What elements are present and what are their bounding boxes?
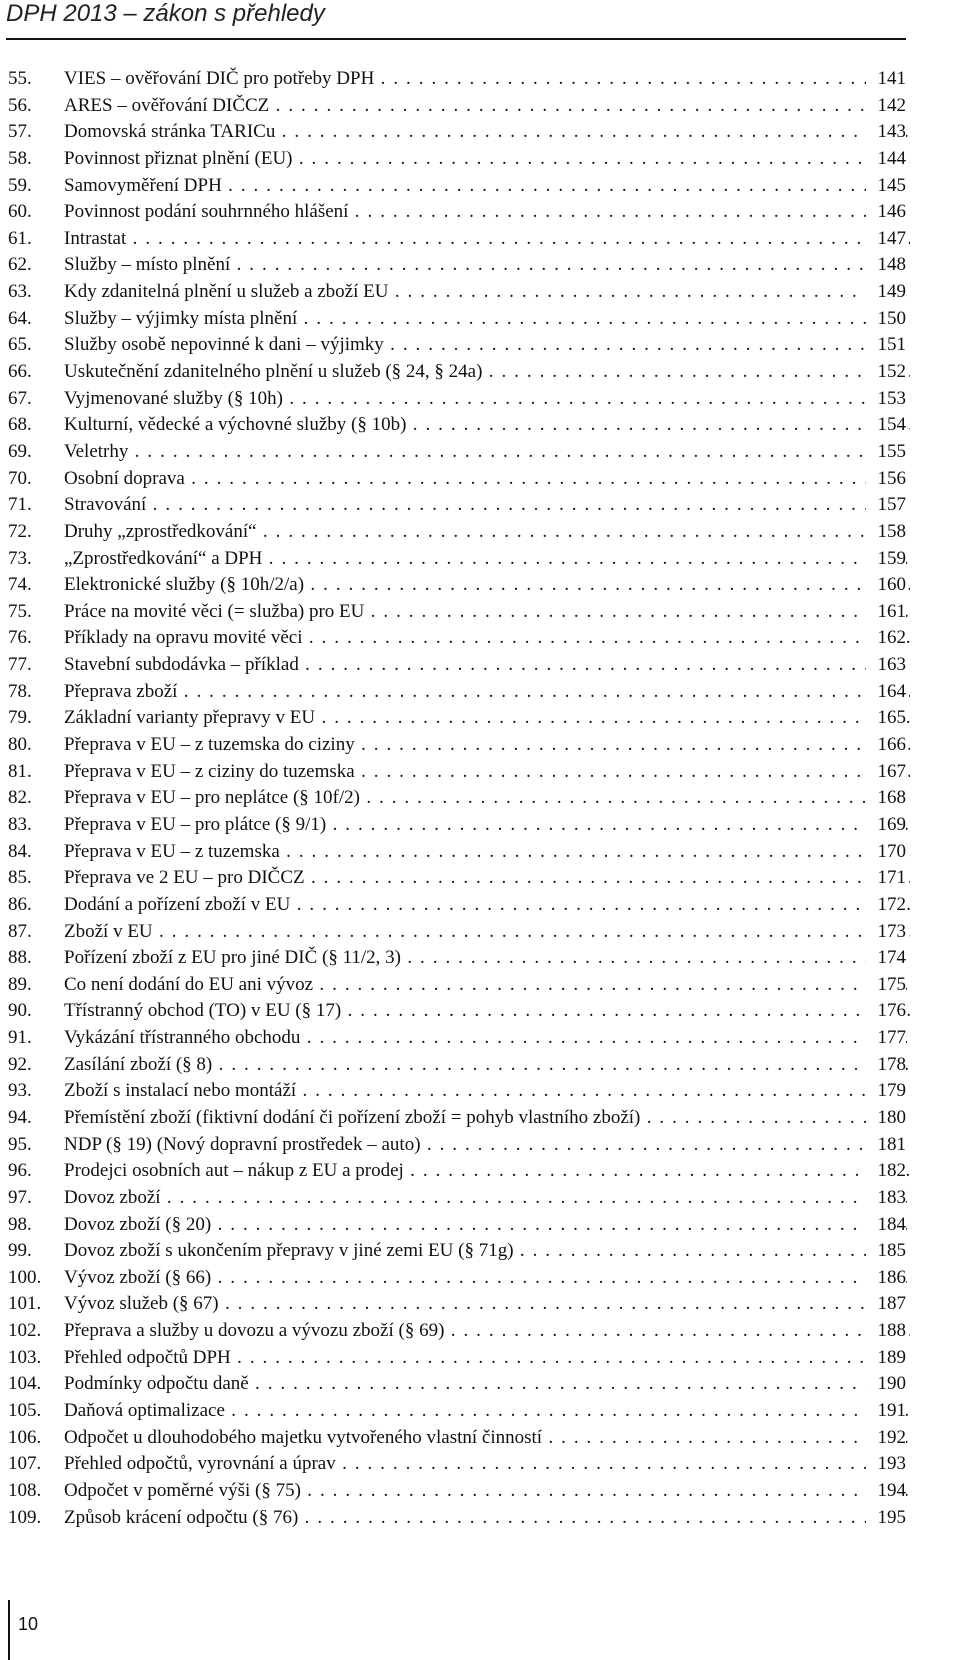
toc-entry-title: Služby – místo plnění . . . (64, 252, 910, 279)
toc-entry-title: Dovoz zboží (§ 20) . . . (64, 1212, 910, 1239)
toc-entry (0, 839, 960, 866)
toc-entry (0, 359, 960, 386)
toc-entry (0, 492, 960, 519)
toc-entry-title: Stravování . . . (64, 492, 910, 519)
toc-entry-number: 66. (8, 361, 32, 383)
toc-entry (0, 279, 960, 306)
toc-entry-page: 186 (866, 1265, 906, 1292)
toc-entry (0, 1451, 960, 1478)
toc-entry-number: 63. (8, 281, 32, 303)
toc-entry-number: 60. (8, 201, 32, 223)
toc-entry-number: 106. (8, 1426, 42, 1448)
toc-entry-number: 75. (8, 600, 32, 622)
toc-entry-page: 163 (866, 652, 906, 679)
toc-entry-page: 142 (866, 93, 906, 120)
toc-entry (0, 759, 960, 786)
table-of-contents (0, 66, 960, 1531)
toc-entry-page: 171 (866, 865, 906, 892)
toc-entry-number: 87. (8, 920, 32, 942)
toc-entry (0, 705, 960, 732)
toc-entry-title: Přehled odpočtů DPH . . . (64, 1345, 910, 1372)
toc-entry-number: 98. (8, 1213, 32, 1235)
toc-entry (0, 412, 960, 439)
toc-entry-page: 192 (866, 1425, 906, 1452)
toc-entry (0, 93, 960, 120)
toc-entry-title: Zboží s instalací nebo montáží . . . (64, 1078, 910, 1105)
toc-entry (0, 226, 960, 253)
toc-entry-title: Přeprava v EU – z tuzemska . . . (64, 839, 910, 866)
toc-entry-number: 71. (8, 494, 32, 516)
toc-entry-title: Povinnost podání souhrnného hlášení . . . (64, 199, 910, 226)
toc-entry-title: Podmínky odpočtu daně . . . (64, 1371, 910, 1398)
toc-entry (0, 173, 960, 200)
toc-entry-title: Kulturní, vědecké a výchovné služby (§ 10b) . . . (64, 412, 910, 439)
toc-entry (0, 625, 960, 652)
toc-entry-number: 85. (8, 867, 32, 889)
toc-entry-title: Osobní doprava . . . (64, 466, 910, 493)
toc-entry-title: Dodání a pořízení zboží v EU . . . (64, 892, 910, 919)
header-title: DPH 2013 – zákon s přehledy (6, 0, 325, 27)
toc-entry-page: 164 (866, 679, 906, 706)
toc-entry-number: 100. (8, 1266, 42, 1288)
toc-entry (0, 146, 960, 173)
toc-entry-page: 165 (866, 705, 906, 732)
toc-entry-page: 185 (866, 1238, 906, 1265)
toc-entry-number: 104. (8, 1373, 42, 1395)
toc-entry (0, 1052, 960, 1079)
toc-entry-title: Způsob krácení odpočtu (§ 76) . . . (64, 1505, 910, 1532)
toc-entry-title: Co není dodání do EU ani vývoz . . . (64, 972, 910, 999)
toc-entry-title: Přemístění zboží (fiktivní dodání či pořízení zboží = pohyb vlastního zboží) . . . (64, 1105, 910, 1132)
toc-entry-page: 173 (866, 919, 906, 946)
toc-entry (0, 1425, 960, 1452)
toc-entry-page: 180 (866, 1105, 906, 1132)
toc-entry-title: Přeprava v EU – pro neplátce (§ 10f/2) . . . (64, 785, 910, 812)
toc-entry (0, 1158, 960, 1185)
toc-entry-page: 149 (866, 279, 906, 306)
toc-entry-page: 146 (866, 199, 906, 226)
toc-entry (0, 1105, 960, 1132)
toc-entry (0, 252, 960, 279)
toc-entry-page: 150 (866, 306, 906, 333)
toc-entry-number: 91. (8, 1027, 32, 1049)
toc-entry-page: 148 (866, 252, 906, 279)
toc-entry-title: Přeprava ve 2 EU – pro DIČCZ . . . (64, 865, 910, 892)
toc-entry-page: 155 (866, 439, 906, 466)
toc-entry-title: Vývoz služeb (§ 67) . . . (64, 1291, 910, 1318)
toc-entry-number: 62. (8, 254, 32, 276)
toc-entry-title: Třístranný obchod (TO) v EU (§ 17) . . . (64, 998, 910, 1025)
toc-entry-title: Přeprava v EU – pro plátce (§ 9/1) . . . (64, 812, 910, 839)
toc-entry-title: Domovská stránka TARICu . . . (64, 119, 910, 146)
toc-entry-title: Služby – výjimky místa plnění . . . (64, 306, 910, 333)
toc-entry-number: 95. (8, 1133, 32, 1155)
toc-entry-title: Kdy zdanitelná plnění u služeb a zboží EU . . . (64, 279, 910, 306)
toc-entry-number: 83. (8, 813, 32, 835)
toc-entry (0, 1265, 960, 1292)
toc-entry-title: ARES – ověřování DIČCZ . . . (64, 93, 910, 120)
toc-entry-title: Přeprava v EU – z tuzemska do ciziny . . . (64, 732, 910, 759)
toc-entry (0, 732, 960, 759)
toc-entry-number: 72. (8, 520, 32, 542)
toc-entry-page: 184 (866, 1212, 906, 1239)
toc-entry (0, 572, 960, 599)
toc-entry-number: 93. (8, 1080, 32, 1102)
toc-entry-page: 178 (866, 1052, 906, 1079)
toc-entry-number: 105. (8, 1400, 42, 1422)
toc-entry-number: 55. (8, 68, 32, 89)
toc-entry-page: 169 (866, 812, 906, 839)
toc-entry-page: 181 (866, 1132, 906, 1159)
toc-entry-number: 88. (8, 947, 32, 969)
toc-entry-page: 141 (866, 66, 906, 93)
toc-entry-title: Odpočet v poměrné výši (§ 75) . . . (64, 1478, 910, 1505)
toc-entry-page: 161 (866, 599, 906, 626)
toc-entry-page: 191 (866, 1398, 906, 1425)
toc-entry (0, 1238, 960, 1265)
toc-entry-title: Samovyměření DPH . . . (64, 173, 910, 200)
toc-entry-number: 79. (8, 707, 32, 729)
toc-entry-title: VIES – ověřování DIČ pro potřeby DPH . . . (64, 66, 910, 93)
toc-entry-number: 99. (8, 1240, 32, 1262)
toc-entry (0, 1132, 960, 1159)
toc-entry (0, 1078, 960, 1105)
toc-entry-number: 78. (8, 680, 32, 702)
toc-entry-number: 58. (8, 147, 32, 169)
toc-entry-number: 73. (8, 547, 32, 569)
toc-entry-page: 144 (866, 146, 906, 173)
toc-entry-page: 158 (866, 519, 906, 546)
toc-entry-page: 154 (866, 412, 906, 439)
toc-entry (0, 199, 960, 226)
toc-entry-title: Elektronické služby (§ 10h/2/a) . . . (64, 572, 910, 599)
toc-entry-title: Dovoz zboží . . . (64, 1185, 910, 1212)
toc-entry-title: Služby osobě nepovinné k dani – výjimky . . . (64, 332, 910, 359)
toc-entry-page: 189 (866, 1345, 906, 1372)
toc-entry-page: 143 (866, 119, 906, 146)
toc-entry-page: 183 (866, 1185, 906, 1212)
toc-entry (0, 679, 960, 706)
toc-entry-number: 92. (8, 1053, 32, 1075)
toc-entry (0, 892, 960, 919)
toc-entry-page: 176 (866, 998, 906, 1025)
toc-entry-number: 97. (8, 1186, 32, 1208)
toc-entry-number: 94. (8, 1106, 32, 1128)
toc-entry-title: Práce na movité věci (= služba) pro EU . . . (64, 599, 910, 626)
toc-entry-page: 179 (866, 1078, 906, 1105)
toc-entry-number: 76. (8, 627, 32, 649)
toc-entry-page: 182 (866, 1158, 906, 1185)
toc-entry-page: 166 (866, 732, 906, 759)
toc-entry-page: 160 (866, 572, 906, 599)
toc-entry (0, 66, 960, 93)
toc-entry-title: Stavební subdodávka – příklad . . . (64, 652, 910, 679)
toc-entry-number: 109. (8, 1506, 42, 1528)
toc-entry-title: Veletrhy . . . (64, 439, 910, 466)
toc-entry (0, 519, 960, 546)
toc-entry-title: Základní varianty přepravy v EU . . . (64, 705, 910, 732)
toc-entry (0, 119, 960, 146)
toc-entry (0, 546, 960, 573)
toc-entry-title: Příklady na opravu movité věci . . . (64, 625, 910, 652)
toc-entry-number: 80. (8, 734, 32, 756)
toc-entry (0, 1212, 960, 1239)
toc-entry-title: Pořízení zboží z EU pro jiné DIČ (§ 11/2, 3) . . . (64, 945, 910, 972)
toc-entry-page: 193 (866, 1451, 906, 1478)
toc-entry-number: 69. (8, 440, 32, 462)
toc-entry-title: Přehled odpočtů, vyrovnání a úprav . . . (64, 1451, 910, 1478)
toc-entry-title: Přeprava v EU – z ciziny do tuzemska . . . (64, 759, 910, 786)
toc-entry (0, 972, 960, 999)
toc-entry-title: Daňová optimalizace . . . (64, 1398, 910, 1425)
toc-entry-title: Druhy „zprostředkování“ . . . (64, 519, 910, 546)
toc-entry-number: 96. (8, 1160, 32, 1182)
toc-entry-number: 64. (8, 307, 32, 329)
toc-entry-page: 153 (866, 386, 906, 413)
toc-entry (0, 332, 960, 359)
toc-entry (0, 1478, 960, 1505)
toc-entry (0, 865, 960, 892)
toc-entry (0, 945, 960, 972)
toc-entry-page: 190 (866, 1371, 906, 1398)
toc-entry (0, 785, 960, 812)
toc-entry-page: 162 (866, 625, 906, 652)
toc-entry-number: 77. (8, 654, 32, 676)
toc-entry-title: Vykázání třístranného obchodu . . . (64, 1025, 910, 1052)
toc-entry (0, 998, 960, 1025)
toc-entry-number: 57. (8, 121, 32, 143)
toc-entry-title: Vyjmenované služby (§ 10h) . . . (64, 386, 910, 413)
toc-entry (0, 919, 960, 946)
toc-entry-number: 82. (8, 787, 32, 809)
toc-entry-title: Zasílání zboží (§ 8) . . . (64, 1052, 910, 1079)
toc-entry (0, 306, 960, 333)
toc-entry-number: 70. (8, 467, 32, 489)
running-header (0, 0, 906, 40)
toc-entry-number: 56. (8, 94, 32, 116)
toc-entry (0, 1505, 960, 1532)
toc-entry-number: 101. (8, 1293, 42, 1315)
toc-entry-page: 152 (866, 359, 906, 386)
toc-entry (0, 466, 960, 493)
toc-entry-page: 194 (866, 1478, 906, 1505)
toc-entry-title: Vývoz zboží (§ 66) . . . (64, 1265, 910, 1292)
toc-entry-page: 159 (866, 546, 906, 573)
toc-entry (0, 1185, 960, 1212)
toc-entry-number: 102. (8, 1320, 42, 1342)
toc-entry (0, 812, 960, 839)
toc-entry-page: 175 (866, 972, 906, 999)
toc-entry (0, 386, 960, 413)
toc-entry-number: 68. (8, 414, 32, 436)
toc-entry-page: 195 (866, 1505, 906, 1532)
toc-entry-page: 167 (866, 759, 906, 786)
toc-entry-title: Zboží v EU . . . (64, 919, 910, 946)
toc-entry-page: 187 (866, 1291, 906, 1318)
toc-entry-number: 103. (8, 1346, 42, 1368)
toc-entry-title: Přeprava a služby u dovozu a vývozu zboží (§ 69) . . . (64, 1318, 910, 1345)
toc-entry-number: 67. (8, 387, 32, 409)
toc-entry-title: Přeprava zboží . . . (64, 679, 910, 706)
toc-entry-page: 147 (866, 226, 906, 253)
toc-entry-number: 81. (8, 760, 32, 782)
toc-entry-page: 151 (866, 332, 906, 359)
toc-entry-page: 174 (866, 945, 906, 972)
toc-entry-page: 156 (866, 466, 906, 493)
toc-entry-number: 65. (8, 334, 32, 356)
toc-entry (0, 599, 960, 626)
toc-entry (0, 652, 960, 679)
toc-entry-number: 107. (8, 1453, 42, 1475)
toc-entry (0, 1025, 960, 1052)
toc-entry-page: 170 (866, 839, 906, 866)
toc-entry-title: NDP (§ 19) (Nový dopravní prostředek – auto) . . . (64, 1132, 910, 1159)
toc-entry-page: 157 (866, 492, 906, 519)
toc-entry (0, 1291, 960, 1318)
toc-entry (0, 1345, 960, 1372)
toc-entry (0, 439, 960, 466)
footer-divider (8, 1600, 10, 1660)
toc-entry-title: „Zprostředkování“ a DPH . . . (64, 546, 910, 573)
toc-entry-page: 168 (866, 785, 906, 812)
toc-entry-title: Odpočet u dlouhodobého majetku vytvořeného vlastní činností . . . (64, 1425, 910, 1452)
toc-entry-number: 90. (8, 1000, 32, 1022)
toc-entry (0, 1318, 960, 1345)
toc-entry-page: 177 (866, 1025, 906, 1052)
page-number: 10 (18, 1614, 39, 1634)
toc-entry-title: Dovoz zboží s ukončením přepravy v jiné zemi EU (§ 71g) . . . (64, 1238, 910, 1265)
toc-entry-number: 84. (8, 840, 32, 862)
toc-entry-title: Prodejci osobních aut – nákup z EU a prodej . . . (64, 1158, 910, 1185)
toc-entry-page: 145 (866, 173, 906, 200)
toc-entry-number: 59. (8, 174, 32, 196)
toc-entry (0, 1398, 960, 1425)
header-divider (6, 38, 906, 40)
toc-entry-number: 108. (8, 1479, 42, 1501)
toc-entry-number: 89. (8, 973, 32, 995)
toc-entry-number: 74. (8, 574, 32, 596)
toc-entry (0, 1371, 960, 1398)
toc-entry-title: Uskutečnění zdanitelného plnění u služeb (§ 24, § 24a) . . . (64, 359, 910, 386)
toc-entry-number: 61. (8, 227, 32, 249)
toc-entry-number: 86. (8, 893, 32, 915)
toc-entry-page: 172 (866, 892, 906, 919)
toc-entry-title: Intrastat . . . (64, 226, 910, 253)
toc-entry-title: Povinnost přiznat plnění (EU) . . . (64, 146, 910, 173)
toc-entry-page: 188 (866, 1318, 906, 1345)
